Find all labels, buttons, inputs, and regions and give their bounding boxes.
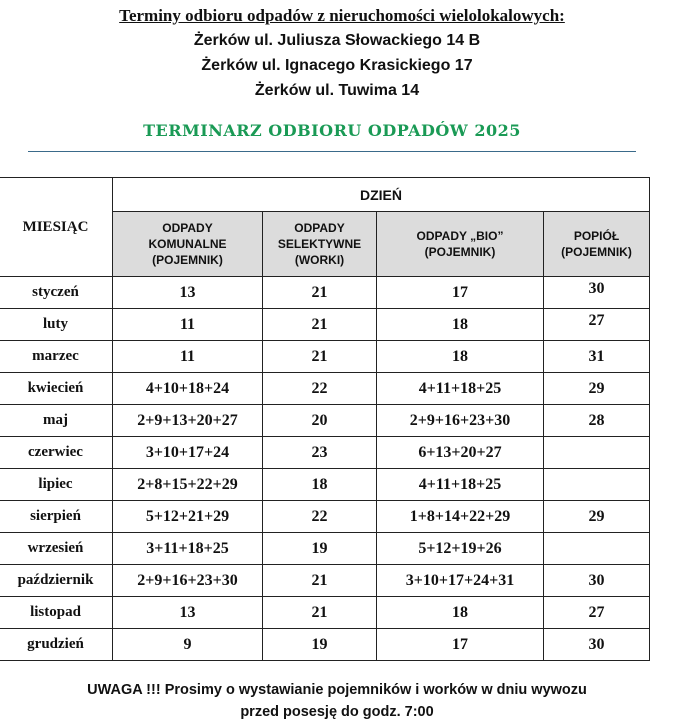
table-row: [0, 597, 650, 629]
day-group-header: DZIEŃ: [113, 178, 650, 212]
table-row: [0, 341, 650, 373]
month-cell: maj: [0, 405, 113, 437]
address-line: Żerków ul. Ignacego Krasickiego 17: [201, 57, 473, 74]
table-row: [0, 565, 650, 597]
column-header-selektywne: ODPADY SELEKTYWNE (WORKI): [263, 212, 377, 277]
table-row: [0, 309, 650, 341]
month-cell: kwiecień: [0, 373, 113, 405]
table-row: [0, 373, 650, 405]
month-cell: styczeń: [0, 277, 113, 309]
selektywne-cell: 21: [263, 565, 377, 597]
title-divider: [28, 151, 636, 152]
address-line: Żerków ul. Tuwima 14: [254, 82, 420, 99]
popiol-cell: 30: [544, 277, 650, 309]
bio-cell: 4+11+18+25: [377, 373, 544, 405]
selektywne-cell: 20: [263, 405, 377, 437]
selektywne-cell: 21: [263, 277, 377, 309]
selektywne-cell: 22: [263, 501, 377, 533]
month-column-header: MIESIĄC: [0, 178, 113, 277]
schedule-title: TERMINARZ ODBIORU ODPADÓW 2025: [143, 121, 521, 140]
table-row: [0, 533, 650, 565]
table-row: [0, 405, 650, 437]
month-cell: wrzesień: [0, 533, 113, 565]
month-cell: luty: [0, 309, 113, 341]
notice-line: przed posesję do godz. 7:00: [240, 704, 434, 720]
column-header-popiol: POPIÓŁ (POJEMNIK): [544, 212, 650, 277]
table-row: [0, 629, 650, 661]
komunalne-cell: 2+9+13+20+27: [113, 405, 263, 437]
bio-cell: 18: [377, 341, 544, 373]
month-cell: październik: [0, 565, 113, 597]
popiol-cell: [544, 533, 650, 565]
month-cell: sierpień: [0, 501, 113, 533]
komunalne-cell: 3+11+18+25: [113, 533, 263, 565]
bio-cell: 18: [377, 597, 544, 629]
bio-cell: 18: [377, 309, 544, 341]
popiol-cell: 28: [544, 405, 650, 437]
komunalne-cell: 11: [113, 309, 263, 341]
month-cell: listopad: [0, 597, 113, 629]
bio-cell: 1+8+14+22+29: [377, 501, 544, 533]
selektywne-cell: 22: [263, 373, 377, 405]
notice-line: UWAGA !!! Prosimy o wystawianie pojemników i worków w dniu wywozu: [87, 682, 587, 698]
popiol-cell: 30: [544, 565, 650, 597]
komunalne-cell: 13: [113, 597, 263, 629]
column-header-bio: ODPADY „BIO” (POJEMNIK): [377, 212, 544, 277]
popiol-cell: 31: [544, 341, 650, 373]
komunalne-cell: 13: [113, 277, 263, 309]
selektywne-cell: 21: [263, 309, 377, 341]
bio-cell: 6+13+20+27: [377, 437, 544, 469]
popiol-cell: 30: [544, 629, 650, 661]
table-row: [0, 277, 650, 309]
popiol-cell: 29: [544, 373, 650, 405]
month-cell: marzec: [0, 341, 113, 373]
bio-cell: 4+11+18+25: [377, 469, 544, 501]
collection-schedule-table: [0, 177, 650, 661]
popiol-cell: [544, 469, 650, 501]
selektywne-cell: 21: [263, 341, 377, 373]
selektywne-cell: 23: [263, 437, 377, 469]
notice: [0, 679, 674, 723]
komunalne-cell: 2+9+16+23+30: [113, 565, 263, 597]
popiol-cell: 27: [544, 309, 650, 341]
selektywne-cell: 18: [263, 469, 377, 501]
document-title: Terminy odbioru odpadów z nieruchomości wielolokalowych:: [119, 6, 565, 25]
komunalne-cell: 5+12+21+29: [113, 501, 263, 533]
bio-cell: 2+9+16+23+30: [377, 405, 544, 437]
selektywne-cell: 19: [263, 533, 377, 565]
komunalne-cell: 9: [113, 629, 263, 661]
komunalne-cell: 4+10+18+24: [113, 373, 263, 405]
bio-cell: 3+10+17+24+31: [377, 565, 544, 597]
komunalne-cell: 3+10+17+24: [113, 437, 263, 469]
address-line: Żerków ul. Juliusza Słowackiego 14 B: [193, 32, 481, 49]
selektywne-cell: 21: [263, 597, 377, 629]
table-row: [0, 437, 650, 469]
document-header: [0, 4, 674, 103]
selektywne-cell: 19: [263, 629, 377, 661]
popiol-cell: [544, 437, 650, 469]
month-cell: lipiec: [0, 469, 113, 501]
komunalne-cell: 11: [113, 341, 263, 373]
popiol-cell: 27: [544, 597, 650, 629]
month-cell: grudzień: [0, 629, 113, 661]
komunalne-cell: 2+8+15+22+29: [113, 469, 263, 501]
bio-cell: 5+12+19+26: [377, 533, 544, 565]
month-cell: czerwiec: [0, 437, 113, 469]
column-header-komunalne: ODPADY KOMUNALNE (POJEMNIK): [113, 212, 263, 277]
bio-cell: 17: [377, 277, 544, 309]
popiol-cell: 29: [544, 501, 650, 533]
table-row: [0, 469, 650, 501]
table-row: [0, 501, 650, 533]
bio-cell: 17: [377, 629, 544, 661]
